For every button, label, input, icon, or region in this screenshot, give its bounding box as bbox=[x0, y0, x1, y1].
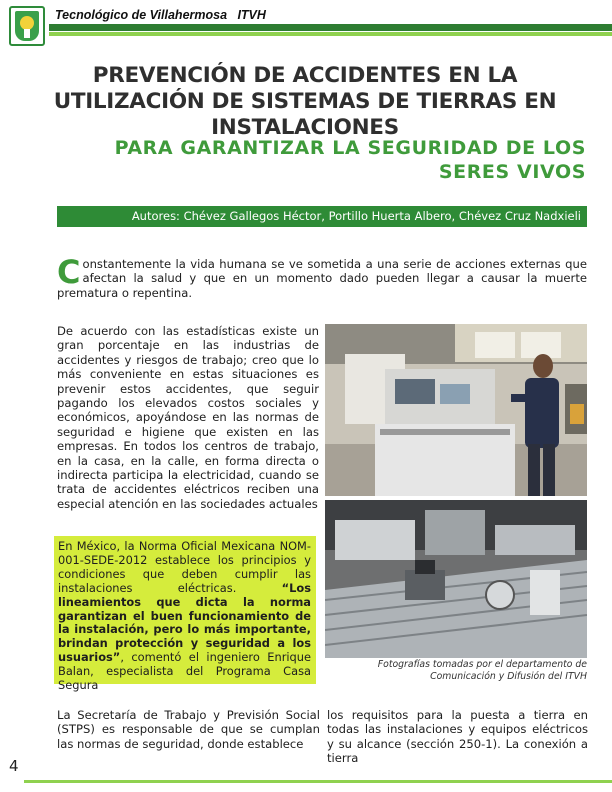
highlight-quote: “Los lineamientos que dicta la norma garantizan el buen funcionamiento de la instalación, pero lo más importante, brindan protección y seguridad a los usuarios” bbox=[58, 580, 311, 665]
photo-caption: Fotografías tomadas por el departamento de Comunicación y Difusión del ITVH bbox=[377, 659, 587, 682]
highlight-text bbox=[58, 540, 311, 693]
highlight-box bbox=[54, 536, 316, 693]
paragraph-stps-right: los requisitos para la puesta a tierra en todas las instalaciones y equipos eléctricos y su alcance (sección 250-1). La conexión a tierra bbox=[327, 708, 588, 766]
itvh-shield-logo-icon bbox=[15, 11, 39, 41]
highlight-intro: En México, la Norma Oficial Mexicana NOM-001-SEDE-2012 establece los principios y condiciones que deben cumplir las instalaciones eléctricas. bbox=[58, 539, 311, 595]
header-bar-light bbox=[49, 32, 612, 36]
dropcap: C bbox=[57, 253, 81, 291]
article-subtitle: PARA GARANTIZAR LA SEGURIDAD DE LOS SERES VIVOS bbox=[114, 137, 586, 183]
photo-equipment-closeup bbox=[325, 500, 587, 658]
intro-text: onstantemente la vida humana se ve sometida a una serie de acciones externas que afectan la salud y que en un momento dado pueden llegar a causar la muerte prematura o repentina. bbox=[57, 257, 587, 300]
footer-bar bbox=[24, 780, 612, 783]
article-title: PREVENCIÓN DE ACCIDENTES EN LA UTILIZACIÓN DE SISTEMAS DE TIERRAS EN INSTALACIONES bbox=[53, 63, 557, 140]
paragraph-statistics: De acuerdo con las estadísticas existe un gran porcentaje en las industrias de accidentes y riesgos de trabajo; creo que lo más conveniente en estas situaciones es prevenir estos accidentes, que seguir pagando los elevados costos sociales y económicos, apoyándose en las normas de seguridad e higiene que existen en las empresas. En todos los centros de trabajo, en la casa, en la calle, en forma directa o indirecta participa la electricidad, cuando se trata de accidentes eléctricos reciben una especial atención en las sociedades actuales bbox=[57, 324, 319, 511]
paragraph-stps-left: La Secretaría de Trabajo y Previsión Social (STPS) es responsable de que se cumplan las normas de seguridad, donde establece bbox=[57, 708, 320, 751]
header-bar-dark bbox=[49, 24, 612, 31]
header-title: Tecnológico de Villahermosa ITVH bbox=[55, 8, 266, 22]
authors-bar: Autores: Chévez Gallegos Héctor, Portillo Huerta Albero, Chévez Cruz Nadxieli bbox=[57, 206, 587, 227]
page-number: 4 bbox=[9, 757, 19, 775]
itvh-logo bbox=[9, 6, 45, 46]
highlight-tail: , comentó el ingeniero Enrique Balan, especialista del Programa Casa Segura bbox=[58, 650, 311, 693]
intro-paragraph bbox=[57, 253, 587, 300]
photo-lab-workstation bbox=[325, 324, 587, 496]
